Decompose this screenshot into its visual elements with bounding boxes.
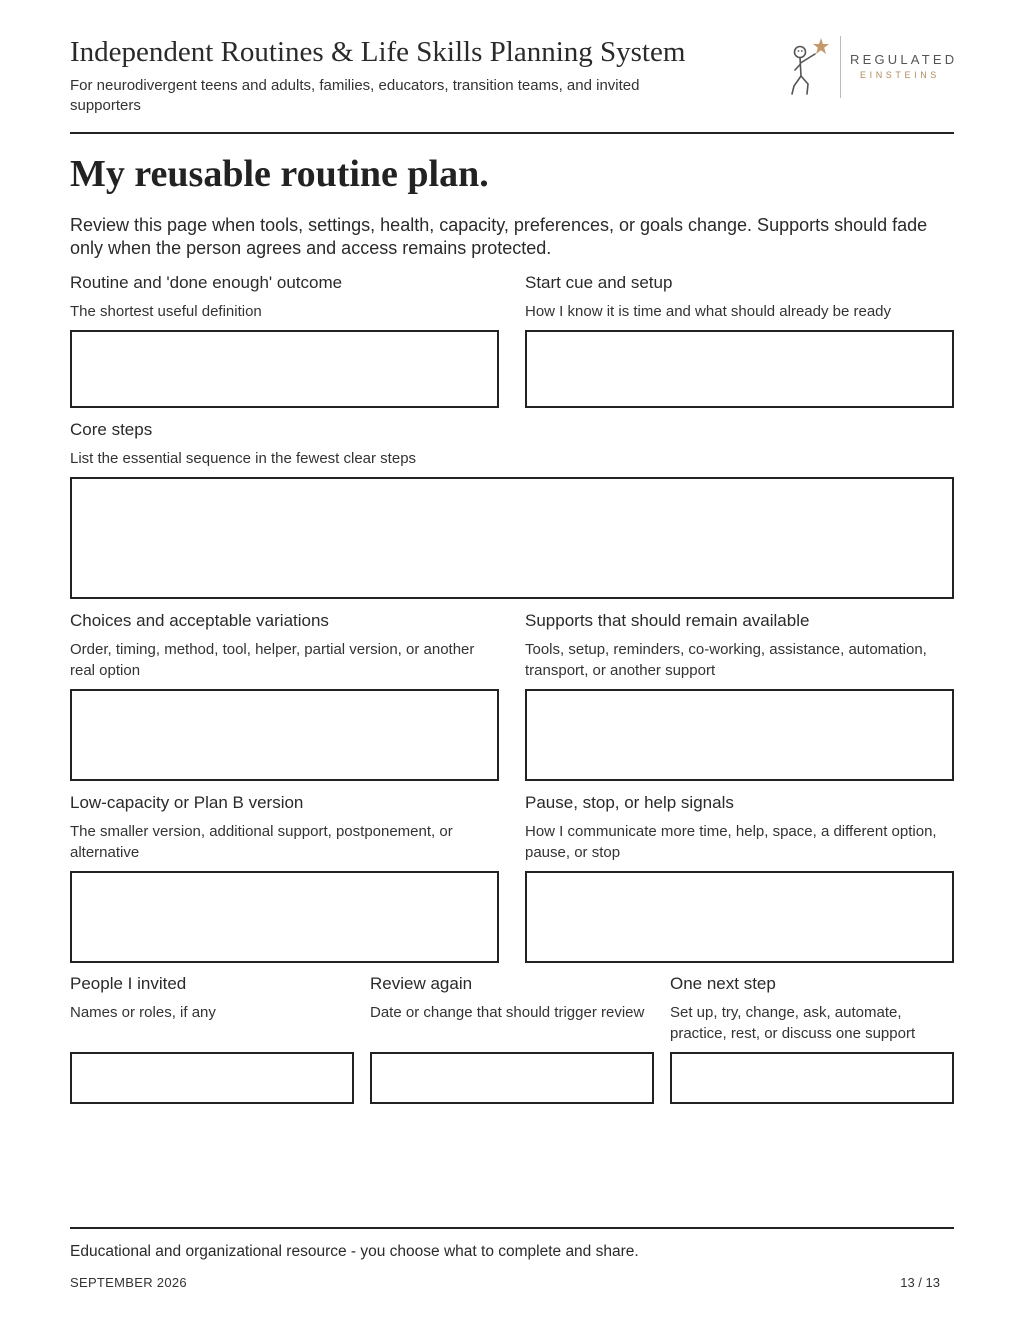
plan-b-label: Low-capacity or Plan B version	[70, 793, 304, 812]
signals-input[interactable]	[525, 871, 954, 963]
page-number: 13 / 13	[900, 1275, 940, 1290]
brand-logo	[788, 36, 958, 102]
logo-wordmark-primary: REGULATED	[850, 52, 958, 67]
footer-date: SEPTEMBER 2026	[70, 1275, 187, 1290]
choices-label: Choices and acceptable variations	[70, 611, 329, 630]
outcome-input[interactable]	[70, 330, 499, 408]
plan-b-hint: The smaller version, additional support, postponement, or alternative	[70, 823, 453, 861]
start-cue-input[interactable]	[525, 330, 954, 408]
people-input[interactable]	[70, 1052, 354, 1104]
outcome-label: Routine and 'done enough' outcome	[70, 273, 343, 292]
review-label: Review again	[370, 974, 473, 993]
document-title: Independent Routines & Life Skills Planning System	[70, 36, 686, 68]
signals-label: Pause, stop, or help signals	[525, 793, 734, 812]
outcome-hint: The shortest useful definition	[70, 303, 262, 320]
page-header	[70, 36, 958, 134]
logo-wordmark-secondary: EINSTEINS	[860, 70, 940, 80]
start-cue-label: Start cue and setup	[525, 273, 673, 292]
next-step-input[interactable]	[670, 1052, 954, 1104]
choices-input[interactable]	[70, 689, 499, 781]
page-heading: My reusable routine plan.	[70, 153, 489, 195]
supports-hint: Tools, setup, reminders, co-working, assistance, automation, transport, or another support	[525, 641, 927, 679]
document-subtitle: For neurodivergent teens and adults, families, educators, transition teams, and invited supporters	[70, 77, 640, 114]
next-step-label: One next step	[670, 974, 776, 993]
intro-paragraph: Review this page when tools, settings, health, capacity, preferences, or goals change. Supports should fade only when the person agrees and access remains protected.	[70, 215, 928, 258]
start-cue-hint: How I know it is time and what should already be ready	[525, 303, 892, 320]
core-steps-label: Core steps	[70, 420, 153, 439]
stick-figure-reaching-star-icon	[788, 36, 836, 100]
signals-hint: How I communicate more time, help, space, a different option, pause, or stop	[525, 823, 937, 861]
next-step-hint: Set up, try, change, ask, automate, practice, rest, or discuss one support	[670, 1004, 916, 1042]
people-hint: Names or roles, if any	[70, 1004, 216, 1021]
plan-b-input[interactable]	[70, 871, 499, 963]
footer-note: Educational and organizational resource - you choose what to complete and share.	[70, 1243, 639, 1260]
core-steps-input[interactable]	[70, 477, 954, 599]
core-steps-hint: List the essential sequence in the fewest clear steps	[70, 450, 417, 467]
logo-divider	[840, 36, 841, 98]
supports-input[interactable]	[525, 689, 954, 781]
choices-hint: Order, timing, method, tool, helper, partial version, or another real option	[70, 641, 475, 679]
review-input[interactable]	[370, 1052, 654, 1104]
page-footer	[70, 1227, 954, 1290]
supports-label: Supports that should remain available	[525, 611, 810, 630]
people-label: People I invited	[70, 974, 187, 993]
review-hint: Date or change that should trigger review	[370, 1004, 645, 1021]
